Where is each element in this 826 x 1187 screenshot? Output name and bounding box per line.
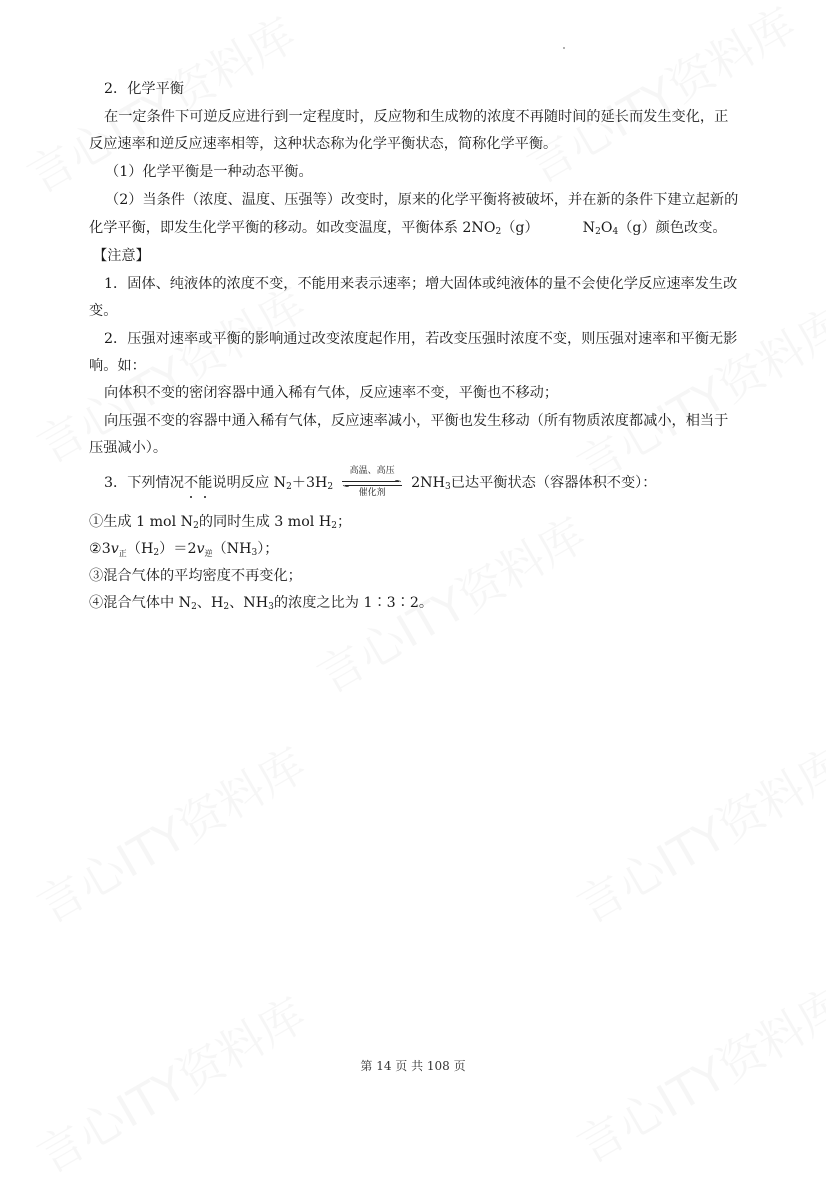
subscript: 2 <box>193 521 199 531</box>
emphasis-char: 不 <box>184 472 198 494</box>
point-2-line <box>89 217 727 243</box>
watermark <box>514 0 807 197</box>
option-4 <box>89 592 433 618</box>
subscript: 2 <box>327 482 334 492</box>
subscript: 3 <box>251 548 258 558</box>
watermark <box>24 979 317 1186</box>
subscript: 2 <box>495 227 502 237</box>
subscript: 2 <box>286 482 292 492</box>
text-run: （g）颜色改变。 <box>618 220 727 236</box>
paragraph-line: 反应速率和逆反应速率相等，这种状态称为化学平衡状态，简称化学平衡。 <box>89 136 558 152</box>
condition-bottom: 催化剂 <box>358 488 386 498</box>
text-run: 的同时生成 3 mol H <box>198 514 332 530</box>
subscript: 4 <box>612 227 619 237</box>
subscript: 3 <box>444 482 451 492</box>
reversible-arrow <box>339 466 405 498</box>
section-heading: 2．化学平衡 <box>104 81 184 97</box>
subscript: 2 <box>153 548 160 558</box>
option-2 <box>89 538 278 565</box>
point-2-line: （2）当条件（浓度、温度、压强等）改变时，原来的化学平衡将被破坏，并在新的条件下建立起新的 <box>105 192 739 208</box>
note-2-line: 向体积不变的密闭容器中通入稀有气体，反应速率不变，平衡也不移动； <box>104 385 559 401</box>
text-run: ； <box>336 514 352 530</box>
text-run: ＋3H <box>291 475 328 491</box>
text-run: ）＝2 <box>159 541 197 557</box>
note-2-line: 压强减小）。 <box>89 440 168 456</box>
note-2-line: 2．压强对速率或平衡的影响通过改变浓度起作用，若改变压强时浓度不变，则压强对速率和平衡无影 <box>104 331 738 347</box>
note-1-line: 1．固体、纯液体的浓度不变，不能用来表示速率；增大固体或纯液体的量不会使化学反应速率发生改 <box>104 276 738 292</box>
page-footer: 第 14 页 共 108 页 <box>360 1059 466 1073</box>
text-run: ④混合气体中 N <box>89 595 192 611</box>
text-run: 、H <box>196 595 224 611</box>
text-run: （NH <box>212 541 252 557</box>
text-run: N <box>582 220 596 236</box>
text-run: 已达平衡状态（容器体积不变）： <box>450 475 657 491</box>
text-run: 的浓度之比为 1∶3∶2。 <box>273 595 434 611</box>
text-run: ②3 <box>89 541 111 557</box>
subscript: 2 <box>223 602 230 612</box>
note-2-line: 向压强不变的容器中通入稀有气体，反应速率减小，平衡也发生移动（所有物质浓度都减小，相当于 <box>104 413 729 429</box>
velocity-symbol: v <box>196 541 205 557</box>
condition-top: 高温、高压 <box>349 466 395 476</box>
watermark <box>24 729 317 936</box>
text-run: 、NH <box>229 595 269 611</box>
subscript: 2 <box>595 227 601 237</box>
text-run: O <box>600 220 613 236</box>
emphasis-char: 能 <box>198 472 212 494</box>
question-3 <box>104 466 657 498</box>
watermark <box>564 289 826 496</box>
note-1-line: 变。 <box>89 303 118 319</box>
text-run: 说明反应 N <box>212 475 287 491</box>
text-run: ①生成 1 mol N <box>89 514 194 530</box>
subscript: 2 <box>331 521 337 531</box>
watermark <box>564 729 826 936</box>
velocity-symbol: v <box>110 541 119 557</box>
text-run: 2NH <box>411 475 445 491</box>
option-3: ③混合气体的平均密度不再变化； <box>89 568 302 584</box>
scan-dot <box>563 47 565 49</box>
option-1 <box>89 511 351 537</box>
subscript: 2 <box>191 602 197 612</box>
paragraph-line: 在一定条件下可逆反应进行到一定程度时，反应物和生成物的浓度不再随时间的延长而发生变化，正 <box>104 109 729 125</box>
note-label: 【注意】 <box>93 248 150 264</box>
text-run: ）； <box>257 541 279 557</box>
text-run: （H <box>126 541 154 557</box>
subscript: 3 <box>268 602 274 612</box>
text-run: 化学平衡，即发生化学平衡的移动。如改变温度，平衡体系 2NO <box>89 220 496 236</box>
text-run: （g） <box>501 220 539 236</box>
subscript: 逆 <box>204 549 213 558</box>
watermark <box>24 269 317 476</box>
subscript: 正 <box>118 549 127 558</box>
equilibrium-arrows-icon <box>342 480 402 487</box>
point-1: （1）化学平衡是一种动态平衡。 <box>105 164 313 180</box>
note-2-line: 响。如： <box>89 358 146 374</box>
text-run: 3．下列情况 <box>104 475 184 491</box>
